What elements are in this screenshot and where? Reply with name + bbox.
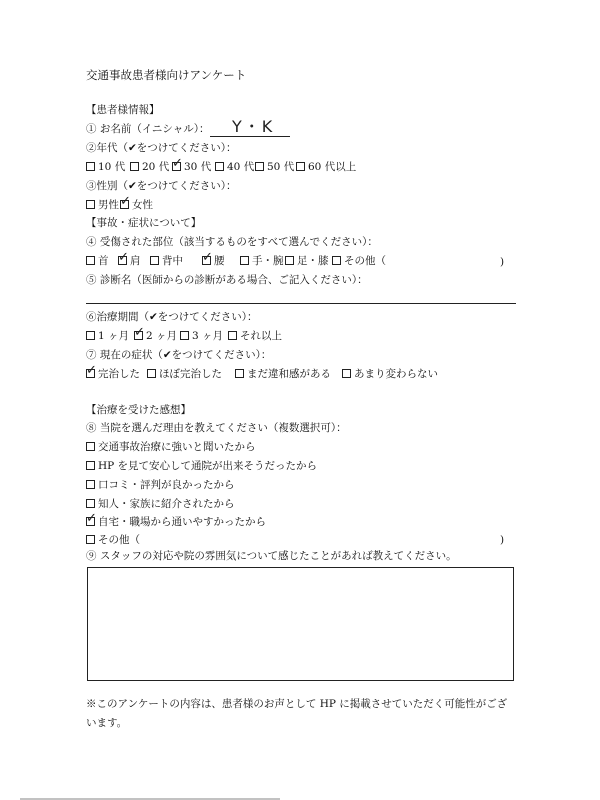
checkbox[interactable] xyxy=(255,162,264,171)
checkbox[interactable] xyxy=(296,162,305,171)
option-label: 肩 xyxy=(130,255,141,267)
checkbox[interactable] xyxy=(86,511,97,526)
checkbox[interactable] xyxy=(180,331,189,340)
checkbox[interactable] xyxy=(285,256,294,265)
disclaimer-line2: います。 xyxy=(86,717,128,729)
checkbox[interactable] xyxy=(235,369,244,378)
q1-handwritten-answer: Y・K xyxy=(232,117,275,136)
option-label: 口コミ・評判が良かったから xyxy=(98,479,235,491)
option-label: 自宅・職場から通いやすかったから xyxy=(98,516,266,528)
option-label: 1 ヶ月 xyxy=(98,330,130,342)
option-label: 女性 xyxy=(132,199,153,211)
option-label: 完治した xyxy=(98,368,140,380)
checkbox[interactable] xyxy=(172,156,183,171)
q9-label: ⑨ スタッフの対応や院の雰囲気について感じたことがあれば教えてください。 xyxy=(86,550,457,562)
checkbox[interactable] xyxy=(86,461,95,470)
q8-option-1[interactable] xyxy=(86,440,256,454)
q8-option-2[interactable] xyxy=(86,459,317,473)
checkbox[interactable] xyxy=(86,200,95,209)
checkbox[interactable] xyxy=(240,256,249,265)
section-patient-info: 【患者様情報】 xyxy=(86,104,160,116)
option-label: あまり変わらない xyxy=(354,368,438,380)
option-label: まだ違和感がある xyxy=(247,368,331,380)
checkbox[interactable] xyxy=(202,250,213,265)
checkbox[interactable] xyxy=(147,369,156,378)
checkbox[interactable] xyxy=(120,194,131,209)
q8-option-6[interactable] xyxy=(86,533,140,547)
checkbox[interactable] xyxy=(86,162,95,171)
checkbox[interactable] xyxy=(342,369,351,378)
checkmark-icon: ✓ xyxy=(202,250,213,265)
section-accident: 【事故・症状について】 xyxy=(86,217,202,229)
q4-option-6[interactable] xyxy=(285,254,329,268)
q8-close-paren: ) xyxy=(500,534,505,546)
checkbox[interactable] xyxy=(215,162,224,171)
section-feedback: 【治療を受けた感想】 xyxy=(86,404,191,416)
checkbox[interactable] xyxy=(86,535,95,544)
checkmark-icon: ✓ xyxy=(172,156,183,171)
q8-option-4[interactable] xyxy=(86,497,235,511)
checkbox[interactable] xyxy=(228,331,237,340)
option-label: 20 代 xyxy=(142,161,170,173)
option-label: 知人・家族に紹介されたから xyxy=(98,498,235,510)
q8-label: ⑧ 当院を選んだ理由を教えてください（複数選択可）： xyxy=(86,422,347,434)
q2-option-1[interactable] xyxy=(86,160,125,174)
q4-option-5[interactable] xyxy=(240,254,284,268)
q6-option-2[interactable] xyxy=(134,325,178,343)
survey-title: 交通事故患者様向けアンケート xyxy=(86,68,247,82)
checkmark-icon: ✓ xyxy=(86,363,97,378)
q3-label: ③性別（✔をつけてください）： xyxy=(86,180,237,192)
q8-option-3[interactable] xyxy=(86,478,235,492)
q2-option-4[interactable] xyxy=(215,160,254,174)
q2-option-5[interactable] xyxy=(255,160,294,174)
q7-option-2[interactable] xyxy=(147,367,222,381)
option-label: ほぼ完治した xyxy=(159,368,222,380)
q6-option-1[interactable] xyxy=(86,329,129,343)
option-label: 交通事故治療に強いと聞いたから xyxy=(98,441,256,453)
q7-option-4[interactable] xyxy=(342,367,438,381)
checkbox[interactable] xyxy=(332,256,341,265)
option-label: 10 代 xyxy=(98,161,126,173)
checkmark-icon: ✓ xyxy=(134,325,145,340)
q5-label: ⑤ 診断名（医師からの診断がある場合、ご記入ください）： xyxy=(86,274,368,286)
checkbox[interactable] xyxy=(130,162,139,171)
q2-option-3[interactable] xyxy=(172,156,212,174)
q2-label: ②年代（✔をつけてください）： xyxy=(86,142,237,154)
q2-option-2[interactable] xyxy=(130,160,169,174)
checkbox[interactable] xyxy=(150,256,159,265)
checkmark-icon: ✓ xyxy=(86,511,97,526)
option-label: それ以上 xyxy=(240,330,282,342)
checkbox[interactable] xyxy=(86,363,97,378)
q6-option-3[interactable] xyxy=(180,329,223,343)
q7-option-1[interactable] xyxy=(86,363,140,381)
q6-label: ⑥治療期間（✔をつけてください）： xyxy=(86,311,258,323)
q7-option-3[interactable] xyxy=(235,367,331,381)
checkbox[interactable] xyxy=(118,250,129,265)
disclaimer-line1: ※このアンケートの内容は、患者様のお声として HP に掲載させていただく可能性がござ xyxy=(86,698,508,710)
option-label: 腰 xyxy=(214,255,225,267)
option-label: 3 ヶ月 xyxy=(192,330,224,342)
option-label: 手・腕 xyxy=(252,255,284,267)
checkbox[interactable] xyxy=(86,256,95,265)
q4-option-1[interactable] xyxy=(86,254,109,268)
option-label: HP を見て安心して通院が出来そうだったから xyxy=(98,460,318,472)
option-label: 60 代以上 xyxy=(308,161,357,173)
checkmark-icon: ✓ xyxy=(120,194,131,209)
q4-close-paren: ) xyxy=(500,256,505,268)
q7-label: ⑦ 現在の症状（✔をつけてください）： xyxy=(86,349,272,361)
option-label: 男性 xyxy=(98,199,119,211)
q1-label: ① お名前（イニシャル）： xyxy=(86,123,210,135)
option-label: その他（ xyxy=(98,534,140,546)
q4-option-2[interactable] xyxy=(118,250,141,268)
option-label: 背中 xyxy=(162,255,183,267)
q4-option-4[interactable] xyxy=(202,250,225,268)
q2-option-6[interactable] xyxy=(296,160,356,174)
q3-option-1[interactable] xyxy=(86,198,119,212)
option-label: 40 代 xyxy=(227,161,255,173)
q4-option-3[interactable] xyxy=(150,254,183,268)
checkbox[interactable] xyxy=(86,499,95,508)
q4-option-7[interactable] xyxy=(332,254,386,268)
option-label: 首 xyxy=(98,255,109,267)
option-label: 2 ヶ月 xyxy=(146,330,178,342)
option-label: その他（ xyxy=(344,255,386,267)
q8-option-5[interactable] xyxy=(86,511,266,529)
checkbox[interactable] xyxy=(86,331,95,340)
option-label: 足・膝 xyxy=(297,255,329,267)
q5-answer-line[interactable] xyxy=(86,303,516,304)
q6-option-4[interactable] xyxy=(228,329,282,343)
q4-label: ④ 受傷された部位（該当するものをすべて選んでください）： xyxy=(86,236,378,248)
checkbox[interactable] xyxy=(86,480,95,489)
checkmark-icon: ✓ xyxy=(118,250,129,265)
q3-option-2[interactable] xyxy=(120,194,153,212)
checkbox[interactable] xyxy=(86,442,95,451)
option-label: 30 代 xyxy=(184,161,212,173)
q9-comment-box[interactable] xyxy=(87,567,514,681)
checkbox[interactable] xyxy=(134,325,145,340)
option-label: 50 代 xyxy=(267,161,295,173)
